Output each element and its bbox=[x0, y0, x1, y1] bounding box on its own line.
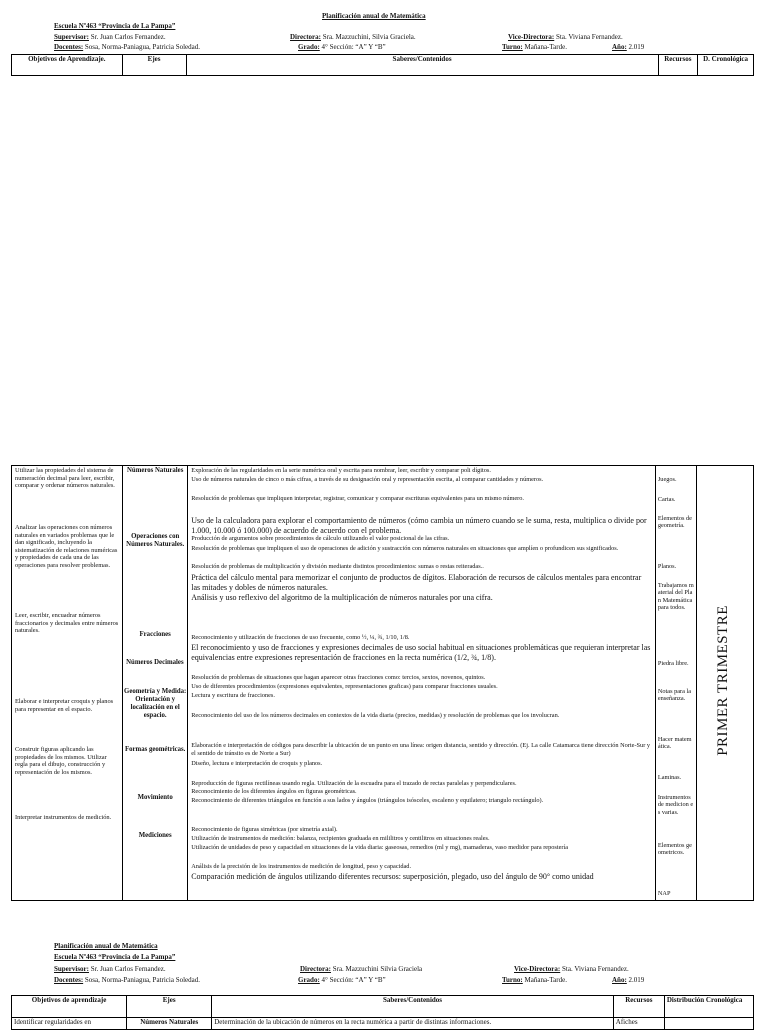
saber-item: Utilización de unidades de peso y capacidad en situaciones de la vida diaria: gaseosas, remedios (ml y mg), mamaderas, vaso medidor para repostería bbox=[191, 844, 569, 851]
turno-value: Mañana-Tarde. bbox=[524, 43, 567, 51]
page2-col-header-saberes: Saberes/Contenidos bbox=[212, 996, 614, 1018]
saber-item: Lectura y escritura de fracciones. bbox=[191, 692, 275, 699]
page2-grado-label: Grado: bbox=[298, 976, 320, 984]
page2-turno-label: Turno: bbox=[502, 976, 523, 984]
recursos-cell bbox=[655, 466, 696, 901]
saber-item: Resolución de problemas que impliquen el uso de operaciones de adición y sustracción con números naturales en situaciones que amplíen o profundicen sus significados. bbox=[191, 545, 619, 552]
saber-item: Reproducción de figuras rectilíneas usando regla. Utilización de la escuadra para el trazado de rectas paralelas y perpendiculares. bbox=[191, 780, 517, 787]
cronologia-cell bbox=[696, 466, 753, 901]
recurso-item: NAP bbox=[657, 890, 671, 897]
anio-label: Año: bbox=[612, 43, 627, 51]
saber-item: Resolución de problemas de multiplicación y división mediante distintos procedimientos: sumas o restas reiteradas.. bbox=[191, 563, 484, 570]
recurso-item: Planos. bbox=[657, 563, 677, 570]
turno-line bbox=[502, 43, 567, 52]
ejes-cell bbox=[123, 466, 188, 901]
page2-vicedirectora-value: Sta. Viviana Fernandez. bbox=[562, 965, 629, 973]
page2-school-name: Escuela Nº463 “Provincia de La Pampa” bbox=[54, 953, 176, 961]
grado-value: 4° Sección: “A” Y “B” bbox=[321, 43, 386, 51]
col-header-objetivos: Objetivos de Aprendizaje. bbox=[12, 55, 123, 76]
docentes-line bbox=[54, 43, 200, 52]
page2-objetivo-cell: Identificar regularidades en bbox=[12, 1018, 127, 1030]
docentes-label: Docentes: bbox=[54, 43, 84, 51]
saber-item: Exploración de las regularidades en la serie numérica oral y escrita para nombrar, leer, escribir y comparar poli dígitos. bbox=[191, 467, 491, 474]
anio-value: 2.019 bbox=[628, 43, 645, 51]
vicedirectora-value: Sta. Viviana Fernandez. bbox=[556, 33, 623, 41]
page2-grado-line bbox=[298, 976, 386, 985]
recurso-item: Trabajamos material del Plan Matemática para todos. bbox=[657, 582, 694, 612]
page2-docentes-line bbox=[54, 976, 200, 985]
page-title: Planificación anual de Matemática bbox=[322, 12, 426, 20]
supervisor-label: Supervisor: bbox=[54, 33, 89, 41]
grado-line bbox=[298, 43, 386, 52]
page2-directora-label: Directora: bbox=[300, 965, 331, 973]
page2-docentes-label: Docentes: bbox=[54, 976, 84, 984]
anio-line bbox=[612, 43, 644, 52]
recurso-item: Notas para la enseñanza. bbox=[657, 688, 692, 703]
recurso-item: Laminas. bbox=[657, 774, 682, 781]
objetivos-cell bbox=[12, 466, 123, 901]
saber-item: Uso de diferentes procedimientos (expresiones equivalentes, representaciones graficas) para comparar fracciones usuales. bbox=[191, 683, 498, 690]
page2-col-header-recursos: Recursos bbox=[613, 996, 664, 1018]
turno-label: Turno: bbox=[502, 43, 523, 51]
col-header-cronologia: D. Cronológica bbox=[698, 55, 754, 76]
saber-item: Producción de argumentos sobre procedimientos de cálculo utilizando el valor posicional de las cifras. bbox=[191, 535, 450, 542]
recurso-item: Hacer matemática. bbox=[657, 736, 692, 751]
eje-mediciones: Mediciones bbox=[138, 832, 172, 839]
directora-label: Directora: bbox=[290, 33, 321, 41]
content-table bbox=[11, 465, 754, 901]
recurso-item: Elementos geometricos. bbox=[657, 842, 692, 857]
saber-item: Utilización de instrumentos de medición: balanza, recipientes graduada en mililitros y centilitros en situaciones reales. bbox=[191, 835, 490, 842]
objetivo-item: Leer, escribir, encuadrar números fraccionarios y decimales entre números naturales. bbox=[15, 612, 119, 635]
directora-line bbox=[290, 33, 416, 42]
page2-directora-value: Sra. Mazzuchini Silvia Graciela bbox=[332, 965, 423, 973]
recurso-item: Juegos. bbox=[657, 476, 677, 483]
recurso-item: Instrumentos de medicion es varias. bbox=[657, 794, 694, 816]
objetivo-item: Interpretar instrumentos de medición. bbox=[15, 814, 112, 821]
col-header-saberes: Saberes/Contenidos bbox=[186, 55, 658, 76]
page2-saber-cell: Determinación de la ubicación de números en la recta numérica a partir de distintas informaciones. bbox=[212, 1018, 614, 1030]
supervisor-value: Sr. Juan Carlos Fernandez. bbox=[90, 33, 166, 41]
page2-anio-line bbox=[612, 976, 644, 985]
eje-numeros-naturales: Números Naturales bbox=[127, 467, 184, 474]
page2-recurso-cell: Afiches bbox=[613, 1018, 664, 1030]
page2-vicedirectora-label: Vice-Directora: bbox=[514, 965, 561, 973]
saber-item: Elaboración e interpretación de códigos para describir la ubicación de un punto en una línea: origen distancia, sentido y dirección. (Ej. La calle Catamarca tiene dirección Norte-Sur y el sentido de tránsito es de Norte a Sur) bbox=[191, 742, 651, 757]
page2-anio-value: 2.019 bbox=[628, 976, 645, 984]
directora-value: Sra. Mazzuchini, Silvia Graciela. bbox=[322, 33, 416, 41]
page2-turno-line bbox=[502, 976, 567, 985]
saber-item: Reconocimiento y utilización de fracciones de uso frecuente, como ½, ¼, ¾, 1/10, 1/8. bbox=[191, 634, 410, 641]
saber-item: Diseño, lectura e interpretación de croquis y planos. bbox=[191, 760, 323, 767]
objetivo-item: Elaborar e interpretar croquis y planos para representar en el espacio. bbox=[15, 698, 114, 713]
recurso-item: Elementos de geometría. bbox=[657, 515, 692, 530]
page2-vicedirectora-line bbox=[514, 965, 629, 974]
page2-supervisor-line bbox=[54, 965, 166, 974]
saber-item: Reconocimiento de los diferentes ángulos en figuras geométricas. bbox=[191, 788, 357, 795]
page2-col-header-objetivos: Objetivos de aprendizaje bbox=[12, 996, 127, 1018]
saber-item: Uso de números naturales de cinco o más cifras, a través de su designación oral y representación escrita, al comparar cantidades y números. bbox=[191, 476, 544, 483]
header-table bbox=[11, 54, 754, 76]
recurso-item: Piedra libre. bbox=[657, 660, 689, 667]
page2-anio-label: Año: bbox=[612, 976, 627, 984]
page2-title: Planificación anual de Matemática bbox=[54, 942, 158, 950]
page2-directora-line bbox=[300, 965, 422, 974]
page2-eje-cell: Números Naturales bbox=[127, 1018, 212, 1030]
objetivo-item: Utilizar las propiedades del sistema de numeración decimal para leer, escribir, comparar y ordenar números naturales. bbox=[15, 467, 115, 490]
page2-header-table bbox=[11, 995, 754, 1030]
saberes-cell bbox=[188, 466, 656, 901]
recurso-item: Cartas. bbox=[657, 496, 676, 503]
eje-geometria: Geometría y Medida: Orientación y localización en el espacio. bbox=[124, 688, 187, 719]
grado-label: Grado: bbox=[298, 43, 320, 51]
page2-supervisor-label: Supervisor: bbox=[54, 965, 89, 973]
saber-item: Uso de la calculadora para explorar el comportamiento de números (cómo cambia un número cuando se le suma, resta, multiplica o divide por 1.000, 10.000 ó 100.000) de acuerdo de acuerdo con el problema. bbox=[191, 516, 647, 535]
saber-item: Resolución de problemas de situaciones que hagan aparecer otras fracciones como: tercios, sextos, novenos, quintos. bbox=[191, 674, 486, 681]
eje-fracciones: Fracciones bbox=[139, 631, 171, 638]
eje-formas: Formas geométricas. bbox=[124, 746, 186, 753]
supervisor-line bbox=[54, 33, 166, 42]
school-name: Escuela Nº463 “Provincia de La Pampa” bbox=[54, 22, 176, 30]
col-header-recursos: Recursos bbox=[658, 55, 698, 76]
page2-col-header-cronologia: Distribución Cronológica bbox=[664, 996, 753, 1018]
saber-item: Reconocimiento de diferentes triángulos en función a sus lados y ángulos (triángulos isósceles, escaleno y equilatero; triangulo rectángulo). bbox=[191, 797, 544, 804]
saber-item: Análisis y uso reflexivo del algoritmo de la multiplicación de números naturales por una cifra. bbox=[191, 593, 493, 602]
page2-docentes-value: Sosa, Norma-Paniagua, Patricia Soledad. bbox=[84, 976, 200, 984]
page2-grado-value: 4° Sección: “A” Y “B” bbox=[321, 976, 386, 984]
objetivo-item: Analizar las operaciones con números naturales en variados problemas que le dan significado, incluyendo la sistematización de relaciones numéricas y propiedades de cada una de las operaciones para resolver problemas. bbox=[15, 524, 118, 569]
eje-decimales: Números Decimales bbox=[126, 659, 184, 666]
saber-item: Análisis de la precisión de los instrumentos de medición de longitud, peso y capacidad. bbox=[191, 863, 412, 870]
saber-item: Resolución de problemas que impliquen interpretar, registrar, comunicar y comparar escrituras equivalentes para un mismo número. bbox=[191, 495, 524, 502]
trimestre-label: PRIMER TRIMESTRE bbox=[715, 605, 732, 756]
docentes-value: Sosa, Norma-Paniagua, Patricia Soledad. bbox=[84, 43, 200, 51]
page2-supervisor-value: Sr. Juan Carlos Fernandez. bbox=[90, 965, 166, 973]
saber-item: Reconocimiento del uso de los números decimales en contextos de la vida diaria (precios, medidas) y resolución de problemas que los involucran. bbox=[191, 712, 560, 719]
eje-movimiento: Movimiento bbox=[137, 794, 173, 801]
eje-operaciones: Operaciones con Números Naturales. bbox=[126, 533, 185, 548]
saber-item: Reconocimiento de figuras simétricas (por simetría axial). bbox=[191, 826, 338, 833]
saber-item: Práctica del cálculo mental para memorizar el conjunto de productos de dígitos. Elaboración de recursos de cálculos mentales para encontrar las mitades y dobles de números naturales. bbox=[191, 573, 642, 592]
objetivo-item: Construir figuras aplicando las propiedades de los mismos. Utilizar regla para el dibujo, construcción y representación de los mismos. bbox=[15, 746, 107, 776]
saber-item: Comparación medición de ángulos utilizando diferentes recursos: superposición, plegado, uso del ángulo de 90° como unidad bbox=[191, 872, 594, 881]
page2-col-header-ejes: Ejes bbox=[127, 996, 212, 1018]
col-header-ejes: Ejes bbox=[122, 55, 186, 76]
saber-item: El reconocimiento y uso de fracciones y expresiones decimales de uso social habitual en situaciones problemáticas que requieran interpretar las equivalencias entre expresiones representación de fracciones en la recta numérica (1/2, ¾, 1/8). bbox=[191, 643, 651, 662]
page2-turno-value: Mañana-Tarde. bbox=[524, 976, 567, 984]
vicedirectora-label: Vice-Directora: bbox=[508, 33, 555, 41]
vicedirectora-line bbox=[508, 33, 623, 42]
